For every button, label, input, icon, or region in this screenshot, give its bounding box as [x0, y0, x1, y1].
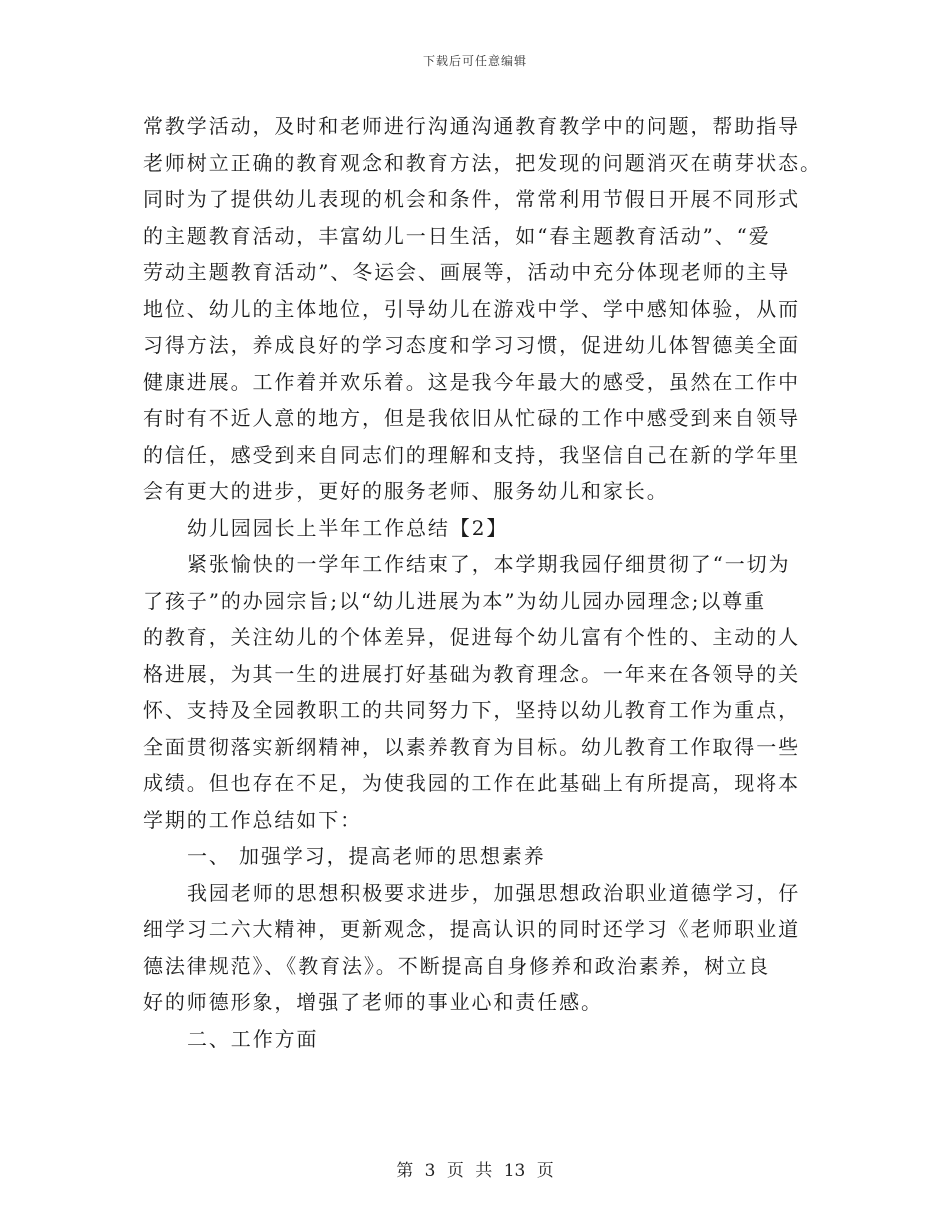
text-line: 常教学活动，及时和老师进行沟通沟通教育教学中的问题，帮助指导: [143, 114, 800, 138]
text-line: 二、工作方面: [187, 1026, 319, 1051]
text-line: 健康进展。工作着并欢乐着。这是我今年最大的感受，虽然在工作中: [143, 369, 800, 394]
text-line: 成绩。但也存在不足，为使我园的工作在此基础上有所提高，现将本: [143, 771, 800, 795]
text-line: 好的师德形象，增强了老师的事业心和责任感。: [143, 990, 603, 1014]
text-line: 老师树立正确的教育观念和教育方法，把发现的问题消灭在萌芽状态。: [143, 150, 822, 175]
text-line: 会有更大的进步，更好的服务老师、服务幼儿和家长。: [143, 479, 669, 503]
text-line: 地位、幼儿的主体地位，引导幼儿在游戏中学、学中感知体验，从而: [143, 296, 800, 321]
text-line: 一、 加强学习，提高老师的思想素养: [187, 844, 546, 868]
text-line: 同时为了提供幼儿表现的机会和条件，常常利用节假日开展不同形式: [143, 187, 800, 211]
text-line: 紧张愉快的一学年工作结束了，本学期我园仔细贯彻了“一切为: [187, 552, 791, 576]
text-line: 细学习二六大精神，更新观念，提高认识的同时还学习《老师职业道: [143, 917, 800, 941]
text-line: 有时有不近人意的地方，但是我依旧从忙碌的工作中感受到来自领导: [143, 406, 800, 430]
text-line: 我园老师的思想积极要求进步，加强思想政治职业道德学习，仔: [187, 880, 801, 905]
text-line: 了孩子”的办园宗旨;以“幼儿进展为本”为幼儿园办园理念;以尊重: [143, 588, 767, 613]
text-line: 的信任，感受到来自同志们的理解和支持，我坚信自己在新的学年里: [143, 442, 800, 467]
text-line: 怀、支持及全园教职工的共同努力下，坚持以幼儿教育工作为重点，: [143, 698, 800, 722]
page-footer: 第 3 页 共 13 页: [396, 1161, 554, 1181]
text-line: 幼儿园园长上半年工作总结【2】: [187, 515, 509, 540]
text-line: 德法律规范》、《教育法》。不断提高自身修养和政治素养，树立良: [143, 953, 770, 978]
text-line: 劳动主题教育活动”、冬运会、画展等，活动中充分体现老师的主导: [143, 260, 791, 284]
text-line: 学期的工作总结如下：: [143, 807, 362, 832]
text-line: 的教育，关注幼儿的个体差异，促进每个幼儿富有个性的、主动的人: [143, 625, 800, 649]
text-line: 全面贯彻落实新纲精神，以素养教育为目标。幼儿教育工作取得一些: [143, 734, 800, 759]
text-line: 格进展，为其一生的进展打好基础为教育理念。一年来在各领导的关: [143, 661, 800, 686]
page-header: 下载后可任意编辑: [422, 54, 527, 68]
text-line: 习得方法，养成良好的学习态度和学习习惯，促进幼儿体智德美全面: [143, 333, 800, 357]
text-line: 的主题教育活动，丰富幼儿一日生活，如“春主题教育活动”、“爱: [143, 223, 771, 248]
document-body: [143, 108, 822, 1057]
